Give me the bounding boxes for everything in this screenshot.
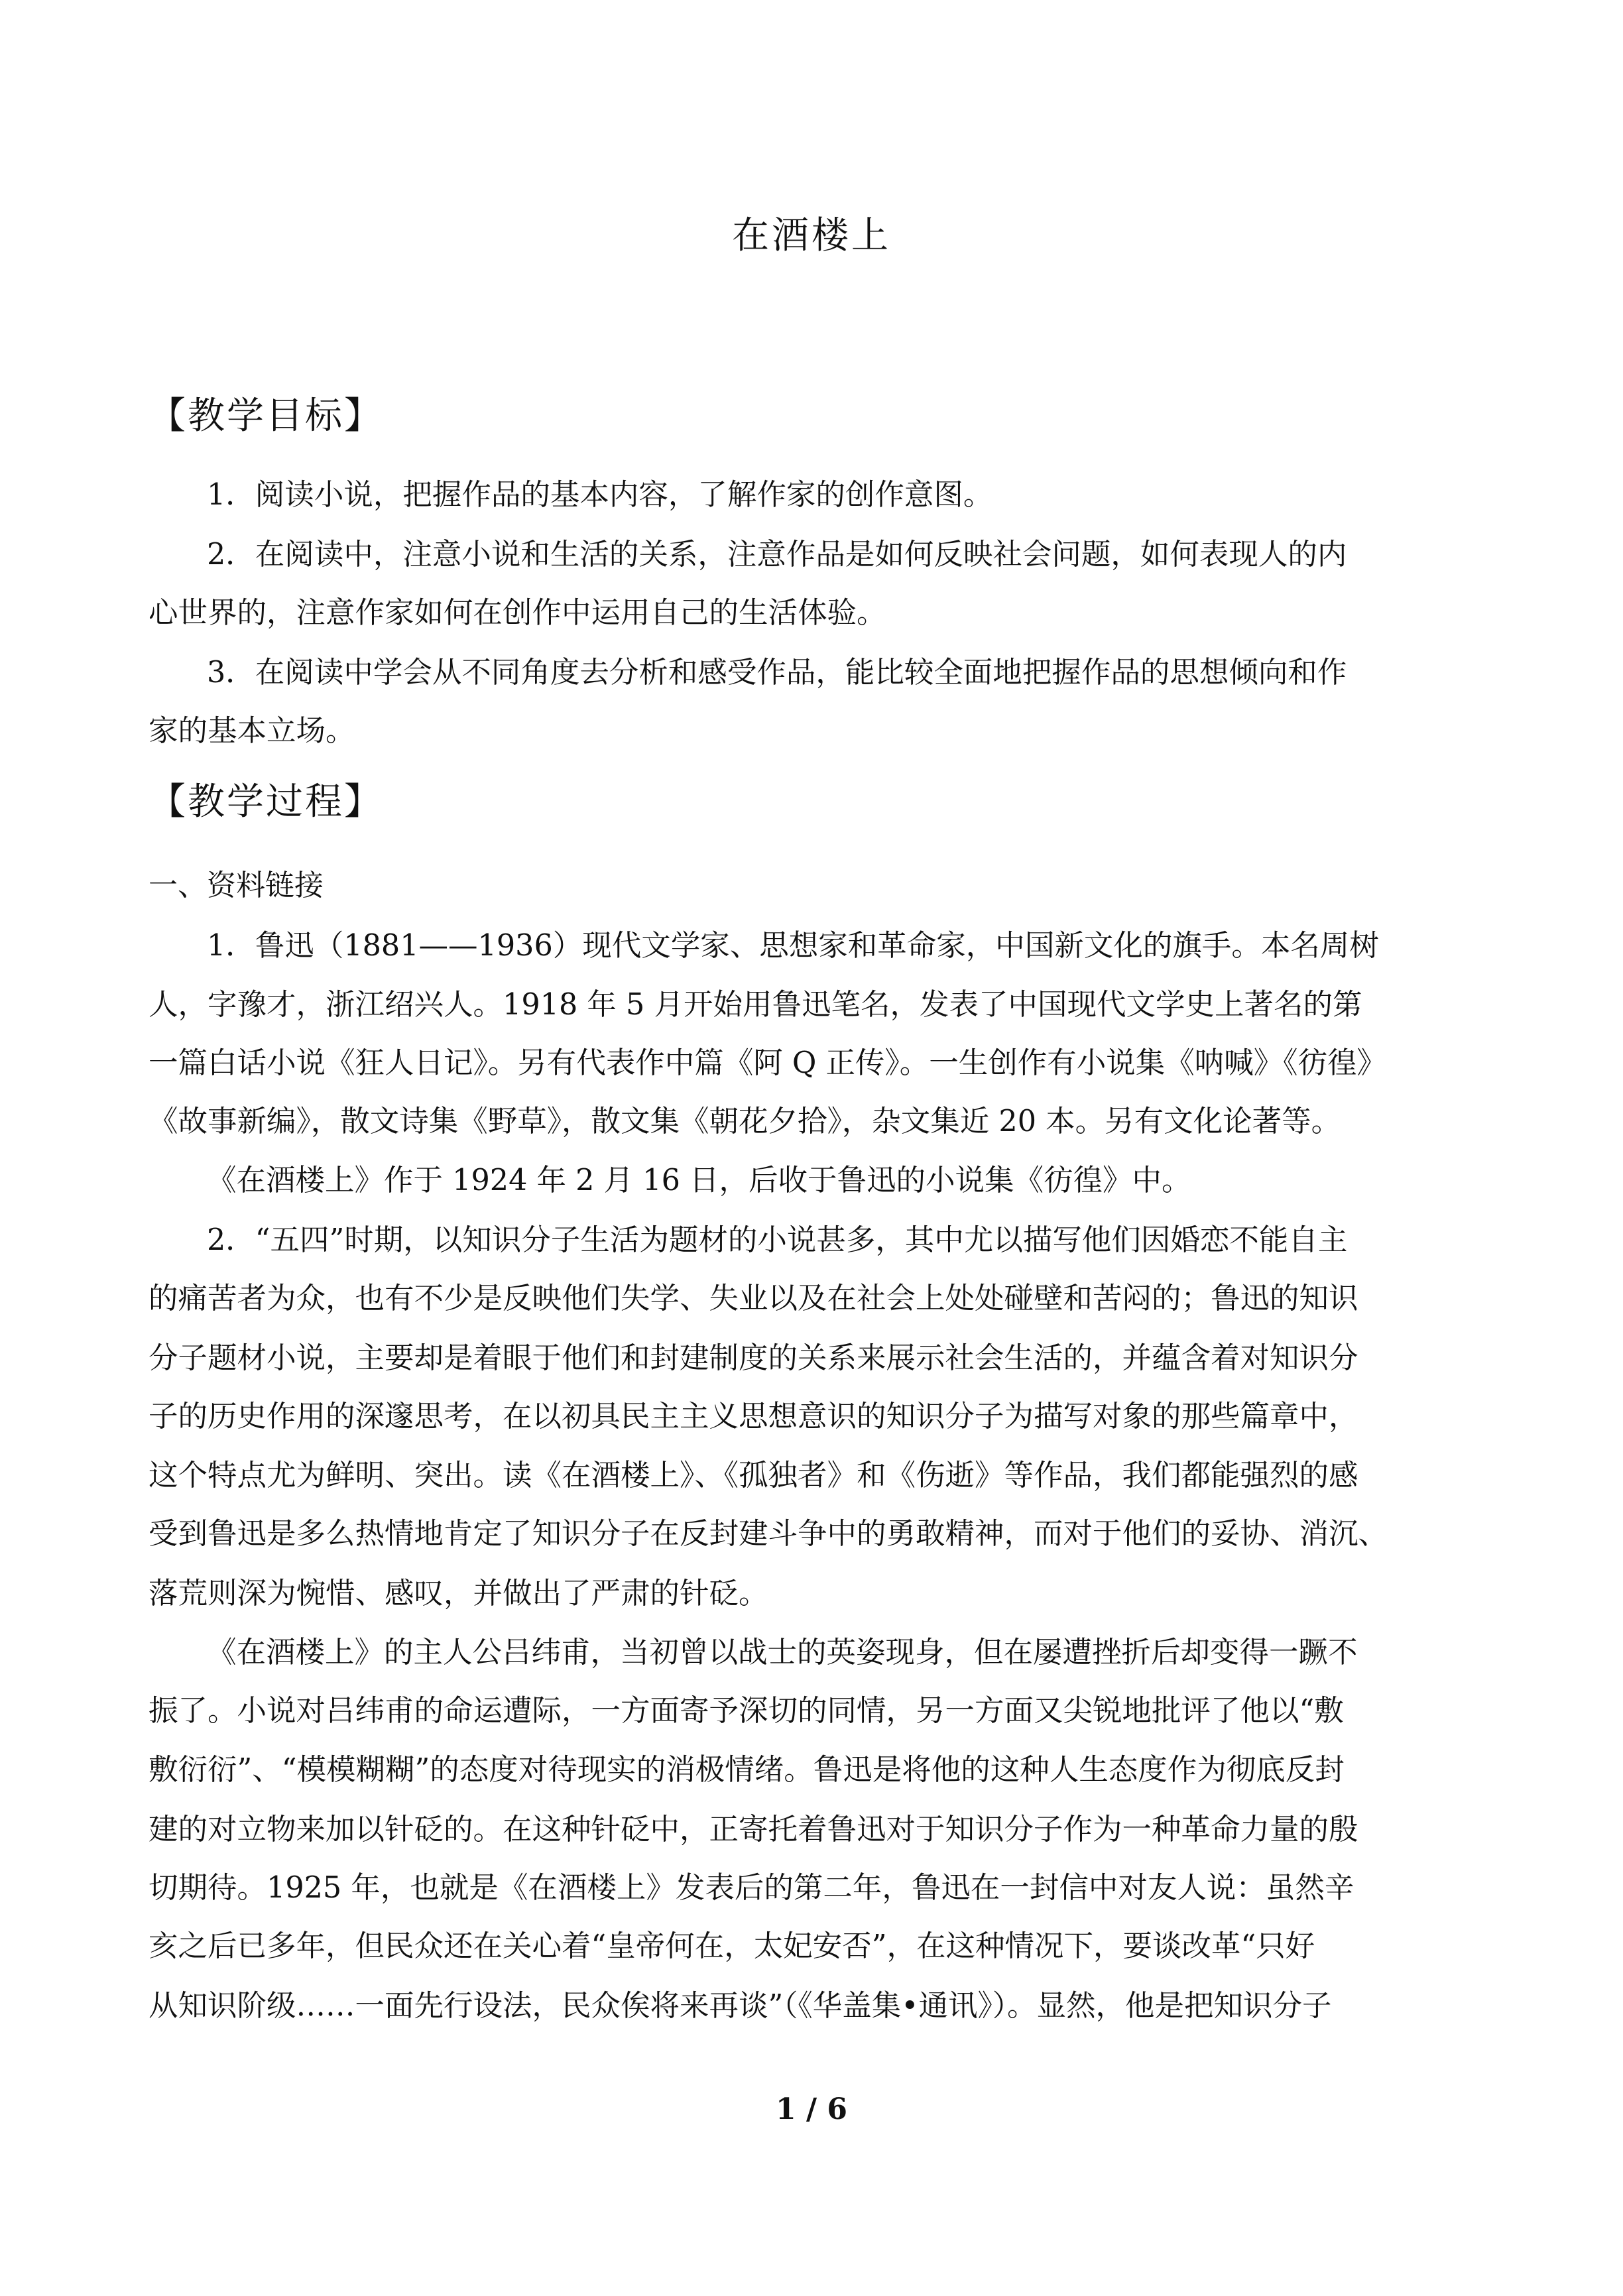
paragraph-line: 一篇白话小说《狂人日记》。另有代表作中篇《阿 Q 正传》。一生创作有小说集《呐喊》《彷徨》 — [149, 1046, 1387, 1080]
page-number: 1 / 6 — [776, 2092, 847, 2126]
paragraph-line: 1．阅读小说，把握作品的基本内容，了解作家的创作意图。 — [207, 478, 993, 512]
section-heading-process: 【教学过程】 — [149, 780, 383, 823]
paragraph-line: 3．在阅读中学会从不同角度去分析和感受作品，能比较全面地把握作品的思想倾向和作 — [207, 656, 1347, 690]
paragraph-line: 2．在阅读中，注意小说和生活的关系，注意作品是如何反映社会问题，如何表现人的内 — [207, 538, 1347, 572]
section-heading-objectives: 【教学目标】 — [149, 394, 383, 438]
paragraph-line: 心世界的，注意作家如何在创作中运用自己的生活体验。 — [149, 596, 886, 630]
paragraph-line: 建的对立物来加以针砭的。在这种针砭中，正寄托着鲁迅对于知识分子作为一种革命力量的殷 — [149, 1813, 1358, 1846]
paragraph-line: 敷衍衍”、“模模糊糊”的态度对待现实的消极情绪。鲁迅是将他的这种人生态度作为彻底反封 — [149, 1753, 1345, 1787]
paragraph-line: 2．“五四”时期，以知识分子生活为题材的小说甚多，其中尤以描写他们因婚恋不能自主 — [207, 1223, 1348, 1257]
paragraph-line: 切期待。1925 年，也就是《在酒楼上》发表后的第二年，鲁迅在一封信中对友人说：虽然辛 — [149, 1871, 1354, 1905]
subsection-heading: 一、资料链接 — [149, 869, 324, 902]
paragraph-line: 振了。小说对吕纬甫的命运遭际，一方面寄予深切的同情，另一方面又尖锐地批评了他以“敷 — [149, 1694, 1344, 1728]
paragraph-line: 家的基本立场。 — [149, 714, 355, 748]
paragraph-line: 《在酒楼上》作于 1924 年 2 月 16 日，后收于鲁迅的小说集《彷徨》中。 — [207, 1164, 1191, 1197]
paragraph-line: 从知识阶级……一面先行设法，民众俟将来再谈”（《华盖集•通讯》）。显然，他是把知识分子 — [149, 1989, 1332, 2023]
paragraph-line: 受到鲁迅是多么热情地肯定了知识分子在反封建斗争中的勇敢精神，而对于他们的妥协、消沉、 — [149, 1517, 1388, 1551]
paragraph-line: 亥之后已多年，但民众还在关心着“皇帝何在，太妃安否”，在这种情况下，要谈改革“只好 — [149, 1929, 1315, 1963]
paragraph-line: 《故事新编》，散文诗集《野草》，散文集《朝花夕拾》，杂文集近 20 本。另有文化论著等。 — [149, 1105, 1341, 1138]
paragraph-line: 1．鲁迅（1881——1936）现代文学家、思想家和革命家，中国新文化的旗手。本名周树 — [207, 929, 1379, 963]
paragraph-line: 落荒则深为惋惜、感叹，并做出了严肃的针砭。 — [149, 1577, 768, 1610]
paragraph-line: 这个特点尤为鲜明、突出。读《在酒楼上》、《孤独者》和《伤逝》等作品，我们都能强烈的感 — [149, 1459, 1358, 1492]
paragraph-line: 《在酒楼上》的主人公吕纬甫，当初曾以战士的英姿现身，但在屡遭挫折后却变得一蹶不 — [207, 1636, 1358, 1669]
paragraph-line: 分子题材小说，主要却是着眼于他们和封建制度的关系来展示社会生活的，并蕴含着对知识分 — [149, 1341, 1358, 1375]
document-title: 在酒楼上 — [732, 214, 891, 257]
paragraph-line: 人，字豫才，浙江绍兴人。1918 年 5 月开始用鲁迅笔名，发表了中国现代文学史上著名的第 — [149, 988, 1362, 1022]
paragraph-line: 的痛苦者为众，也有不少是反映他们失学、失业以及在社会上处处碰壁和苦闷的；鲁迅的知识 — [149, 1282, 1358, 1315]
paragraph-line: 子的历史作用的深邃思考，在以初具民主主义思想意识的知识分子为描写对象的那些篇章中， — [149, 1400, 1358, 1433]
